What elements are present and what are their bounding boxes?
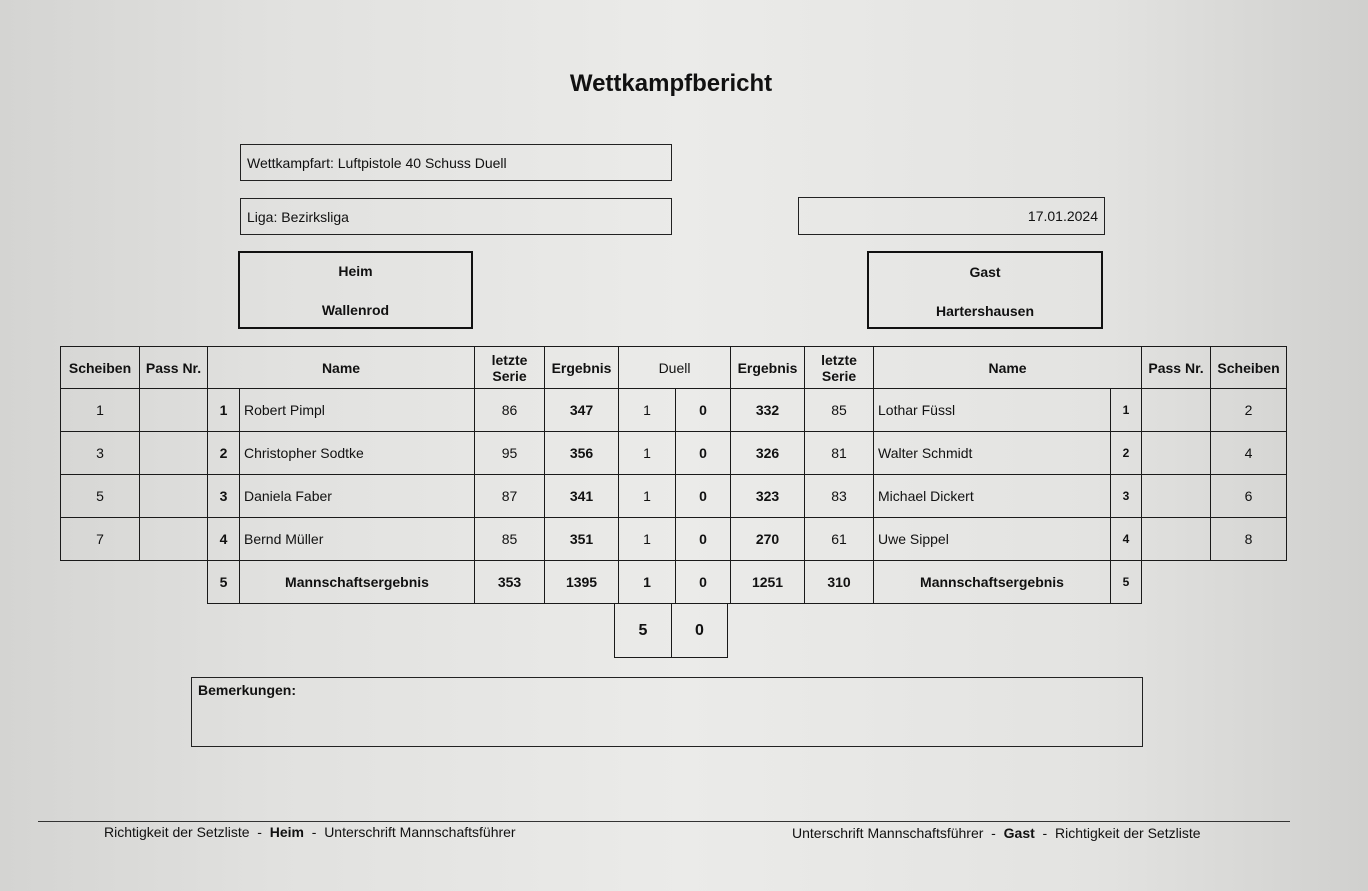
team-result-row (61, 561, 1287, 604)
guest-serie: 85 (805, 389, 874, 432)
signature-home: Richtigkeit der Setzliste - Heim - Unterschrift Mannschaftsführer (104, 824, 516, 840)
home-pass-nr (140, 518, 208, 561)
duell-total (614, 603, 728, 658)
home-name: Bernd Müller (240, 518, 475, 561)
guest-pass-nr (1142, 475, 1211, 518)
duell-guest: 0 (676, 475, 731, 518)
signature-home-strong: Heim (269, 824, 304, 840)
guest-nr: 1 (1111, 389, 1142, 432)
team-home-label: Mannschaftsergebnis (240, 561, 475, 604)
results-table (60, 346, 1287, 604)
guest-scheibe: 8 (1211, 518, 1287, 561)
page-title: Wettkampfbericht (569, 70, 773, 97)
guest-nr: 3 (1111, 475, 1142, 518)
duell-home: 1 (619, 432, 676, 475)
team-home-ergebnis: 1395 (545, 561, 619, 604)
header-pass-guest: Pass Nr. (1142, 347, 1211, 389)
guest-serie: 83 (805, 475, 874, 518)
home-nr: 2 (208, 432, 240, 475)
team-duell-guest: 0 (676, 561, 731, 604)
home-ergebnis: 347 (545, 389, 619, 432)
home-ergebnis: 341 (545, 475, 619, 518)
header-pass-home: Pass Nr. (140, 347, 208, 389)
header-duell: Duell (619, 347, 731, 389)
header-serie-guest: letzte Serie (805, 347, 874, 389)
home-ergebnis: 351 (545, 518, 619, 561)
home-pass-nr (140, 389, 208, 432)
home-name: Robert Pimpl (240, 389, 475, 432)
guest-name: Uwe Sippel (874, 518, 1111, 561)
duell-home: 1 (619, 475, 676, 518)
home-scheibe: 3 (61, 432, 140, 475)
guest-team-box (867, 251, 1103, 329)
home-serie: 86 (475, 389, 545, 432)
signature-guest: Unterschrift Mannschaftsführer - Gast - Richtigkeit der Setzliste (792, 825, 1201, 841)
home-serie: 95 (475, 432, 545, 475)
home-name: Christopher Sodtke (240, 432, 475, 475)
home-team-box (238, 251, 473, 329)
remarks-box (191, 677, 1143, 747)
duell-total-home: 5 (615, 604, 672, 658)
home-team-name: Wallenrod (321, 302, 390, 318)
header-ergebnis-home: Ergebnis (545, 347, 619, 389)
team-home-serie: 353 (475, 561, 545, 604)
duell-home: 1 (619, 518, 676, 561)
team-home-nr: 5 (208, 561, 240, 604)
guest-label: Gast (969, 264, 1001, 280)
duell-guest: 0 (676, 389, 731, 432)
header-name-home: Name (208, 347, 475, 389)
home-scheibe: 1 (61, 389, 140, 432)
guest-pass-nr (1142, 389, 1211, 432)
guest-name: Walter Schmidt (874, 432, 1111, 475)
home-scheibe: 7 (61, 518, 140, 561)
guest-name: Lothar Füssl (874, 389, 1111, 432)
guest-scheibe: 4 (1211, 432, 1287, 475)
home-serie: 85 (475, 518, 545, 561)
duell-guest: 0 (676, 432, 731, 475)
guest-pass-nr (1142, 432, 1211, 475)
home-scheibe: 5 (61, 475, 140, 518)
home-name: Daniela Faber (240, 475, 475, 518)
guest-pass-nr (1142, 518, 1211, 561)
table-row (61, 475, 1287, 518)
home-nr: 4 (208, 518, 240, 561)
wettkampfart-field: Wettkampfart: Luftpistole 40 Schuss Duell (240, 144, 672, 181)
guest-team-name: Hartershausen (935, 303, 1035, 319)
header-row (61, 347, 1287, 389)
guest-ergebnis: 323 (731, 475, 805, 518)
home-ergebnis: 356 (545, 432, 619, 475)
table-row (61, 518, 1287, 561)
home-label: Heim (338, 263, 373, 279)
home-nr: 1 (208, 389, 240, 432)
header-name-guest: Name (874, 347, 1142, 389)
duell-home: 1 (619, 389, 676, 432)
team-duell-home: 1 (619, 561, 676, 604)
signature-guest-strong: Gast (1003, 825, 1035, 841)
duell-guest: 0 (676, 518, 731, 561)
guest-serie: 61 (805, 518, 874, 561)
table-row (61, 389, 1287, 432)
guest-ergebnis: 270 (731, 518, 805, 561)
header-scheiben-home: Scheiben (61, 347, 140, 389)
guest-nr: 2 (1111, 432, 1142, 475)
header-scheiben-guest: Scheiben (1211, 347, 1287, 389)
home-serie: 87 (475, 475, 545, 518)
guest-nr: 4 (1111, 518, 1142, 561)
home-pass-nr (140, 475, 208, 518)
guest-scheibe: 2 (1211, 389, 1287, 432)
duell-total-guest: 0 (672, 604, 728, 658)
team-guest-label: Mannschaftsergebnis (874, 561, 1111, 604)
guest-ergebnis: 326 (731, 432, 805, 475)
header-ergebnis-guest: Ergebnis (731, 347, 805, 389)
guest-ergebnis: 332 (731, 389, 805, 432)
table-row (61, 432, 1287, 475)
header-serie-home: letzte Serie (475, 347, 545, 389)
signature-line (38, 821, 1290, 822)
guest-name: Michael Dickert (874, 475, 1111, 518)
team-guest-ergebnis: 1251 (731, 561, 805, 604)
home-nr: 3 (208, 475, 240, 518)
date-field: 17.01.2024 (798, 197, 1105, 235)
team-guest-serie: 310 (805, 561, 874, 604)
team-guest-nr: 5 (1111, 561, 1142, 604)
guest-serie: 81 (805, 432, 874, 475)
guest-scheibe: 6 (1211, 475, 1287, 518)
liga-field: Liga: Bezirksliga (240, 198, 672, 235)
remarks-label: Bemerkungen: (198, 682, 297, 698)
home-pass-nr (140, 432, 208, 475)
